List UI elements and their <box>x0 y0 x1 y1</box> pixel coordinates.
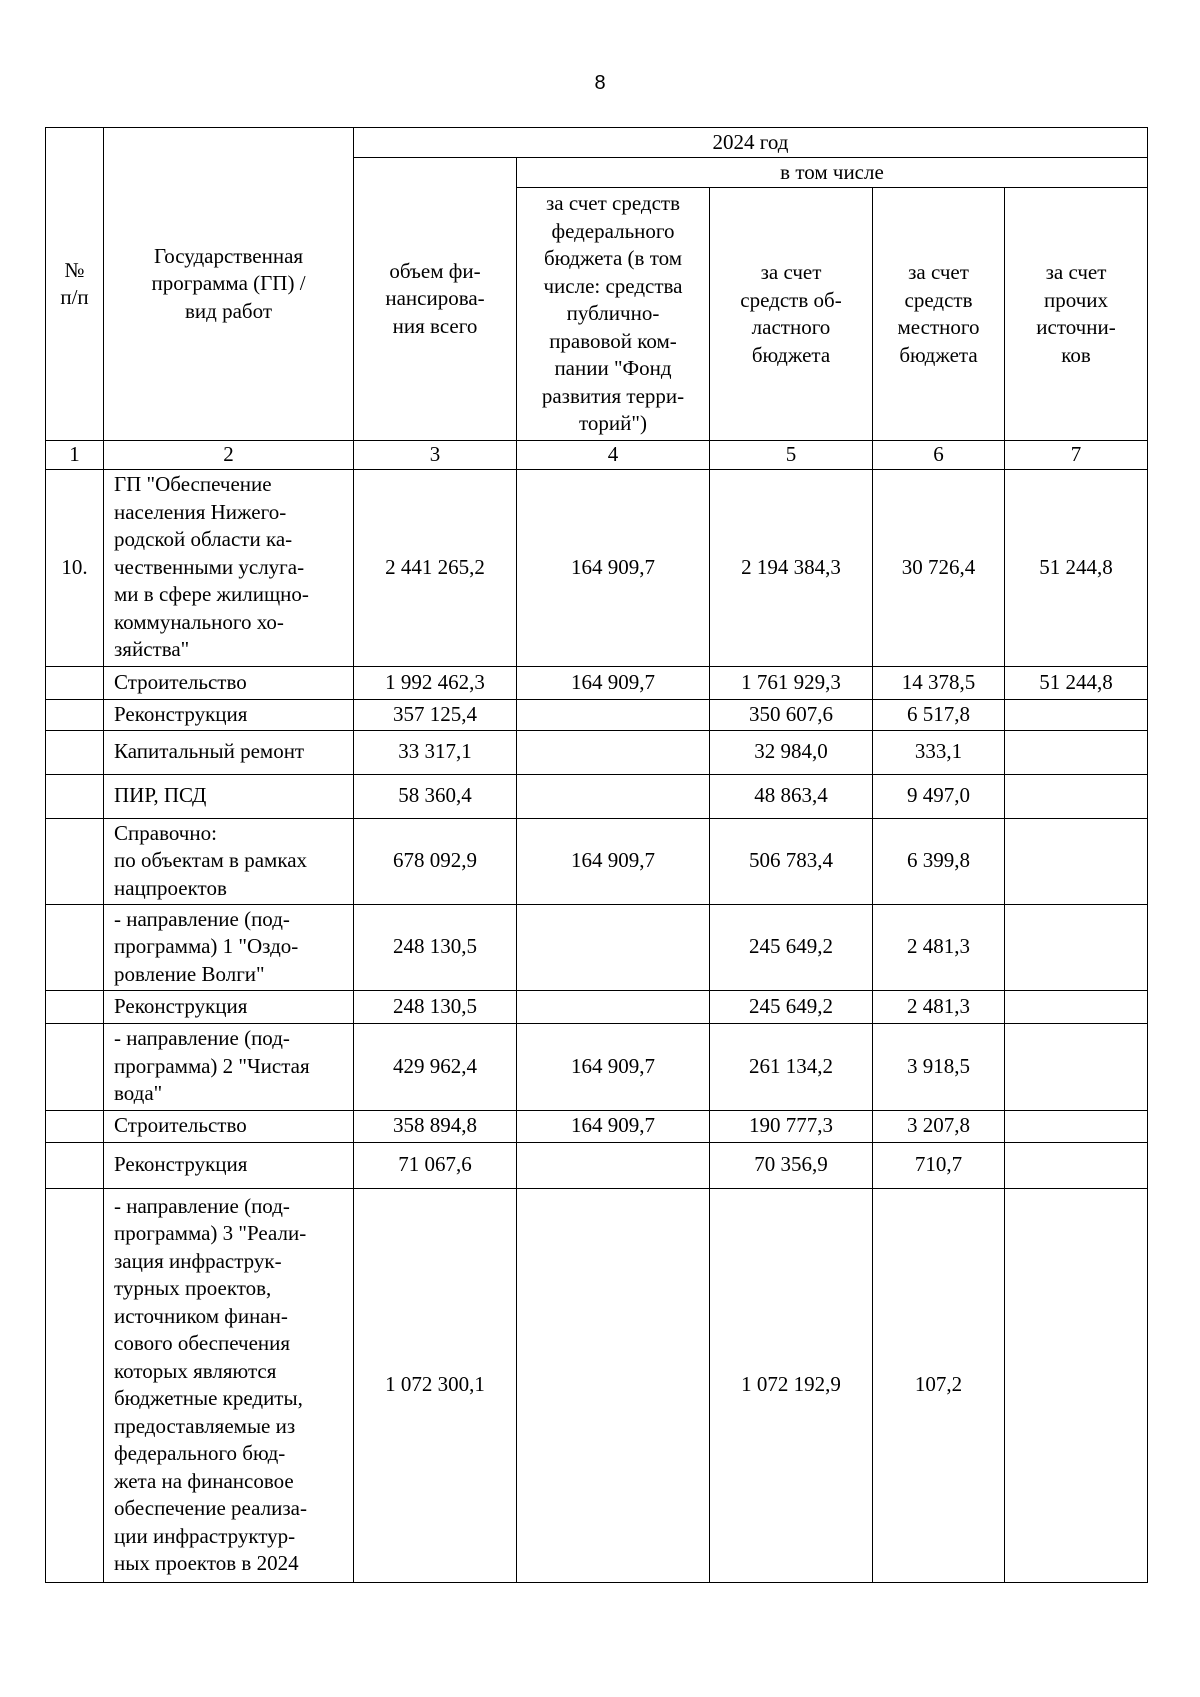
row-total: 1 072 300,1 <box>354 1188 517 1582</box>
row-total: 358 894,8 <box>354 1110 517 1142</box>
column-number: 1 <box>46 441 104 470</box>
row-regional: 190 777,3 <box>710 1110 873 1142</box>
row-regional: 245 649,2 <box>710 904 873 990</box>
table-row <box>46 469 1148 666</box>
row-number <box>46 699 104 730</box>
row-name: Реконструкция <box>104 699 354 730</box>
row-regional: 48 863,4 <box>710 774 873 818</box>
header-including: в том числе <box>517 158 1148 188</box>
row-name: Реконструкция <box>104 1142 354 1188</box>
row-federal: 164 909,7 <box>517 818 710 904</box>
row-number <box>46 1188 104 1582</box>
column-number: 6 <box>873 441 1005 470</box>
row-name: Справочно: по объектам в рамках нацпроектов <box>104 818 354 904</box>
row-total: 71 067,6 <box>354 1142 517 1188</box>
row-regional: 70 356,9 <box>710 1142 873 1188</box>
row-name: ПИР, ПСД <box>104 774 354 818</box>
row-number <box>46 818 104 904</box>
row-federal: 164 909,7 <box>517 1023 710 1110</box>
row-total: 33 317,1 <box>354 730 517 774</box>
header-col-total: объем фи- нансирова- ния всего <box>354 158 517 441</box>
table-row <box>46 1188 1148 1582</box>
row-federal: 164 909,7 <box>517 666 710 699</box>
financing-table <box>45 127 1148 1583</box>
row-regional: 261 134,2 <box>710 1023 873 1110</box>
row-federal <box>517 1142 710 1188</box>
header-col-regional: за счет средств об- ластного бюджета <box>710 188 873 441</box>
row-regional: 506 783,4 <box>710 818 873 904</box>
row-total: 1 992 462,3 <box>354 666 517 699</box>
row-regional: 350 607,6 <box>710 699 873 730</box>
header-col-program: Государственная программа (ГП) / вид работ <box>104 128 354 441</box>
row-regional: 1 761 929,3 <box>710 666 873 699</box>
row-number <box>46 730 104 774</box>
header-col-number: № п/п <box>46 128 104 441</box>
row-regional: 2 194 384,3 <box>710 469 873 666</box>
row-other <box>1005 818 1148 904</box>
row-number <box>46 1023 104 1110</box>
table-row <box>46 699 1148 730</box>
row-local: 14 378,5 <box>873 666 1005 699</box>
column-number: 2 <box>104 441 354 470</box>
row-other: 51 244,8 <box>1005 469 1148 666</box>
row-number <box>46 1110 104 1142</box>
column-number: 3 <box>354 441 517 470</box>
column-number: 4 <box>517 441 710 470</box>
row-other <box>1005 1023 1148 1110</box>
row-federal: 164 909,7 <box>517 469 710 666</box>
row-local: 2 481,3 <box>873 904 1005 990</box>
row-other <box>1005 699 1148 730</box>
row-name: - направление (под- программа) 3 "Реали- зация инфраструк- турных проектов, источником финан- сового обеспечения которых являются бюджетные кредиты, предоставляемые из федерального бюд- жета на финансовое обеспечение реализа- ции инфраструктур- ных проектов в 2024 <box>104 1188 354 1582</box>
row-federal <box>517 730 710 774</box>
row-other: 51 244,8 <box>1005 666 1148 699</box>
table-row <box>46 1110 1148 1142</box>
row-total: 357 125,4 <box>354 699 517 730</box>
row-name: - направление (под- программа) 1 "Оздо- ровление Волги" <box>104 904 354 990</box>
row-total: 429 962,4 <box>354 1023 517 1110</box>
row-local: 6 517,8 <box>873 699 1005 730</box>
row-number <box>46 904 104 990</box>
row-local: 9 497,0 <box>873 774 1005 818</box>
row-federal <box>517 774 710 818</box>
page-number: 8 <box>594 72 606 94</box>
row-name: Строительство <box>104 666 354 699</box>
table-row <box>46 818 1148 904</box>
row-regional: 32 984,0 <box>710 730 873 774</box>
row-number <box>46 666 104 699</box>
header-col-other: за счет прочих источни- ков <box>1005 188 1148 441</box>
row-federal <box>517 699 710 730</box>
row-federal: 164 909,7 <box>517 1110 710 1142</box>
row-federal <box>517 1188 710 1582</box>
row-other <box>1005 904 1148 990</box>
row-local: 3 207,8 <box>873 1110 1005 1142</box>
row-other <box>1005 1142 1148 1188</box>
row-other <box>1005 1110 1148 1142</box>
row-name: ГП "Обеспечение населения Нижего- родской области ка- чественными услуга- ми в сфере жилищно- коммунального хо- зяйства" <box>104 469 354 666</box>
row-other <box>1005 774 1148 818</box>
row-name: Строительство <box>104 1110 354 1142</box>
row-name: - направление (под- программа) 2 "Чистая вода" <box>104 1023 354 1110</box>
table-row <box>46 1023 1148 1110</box>
column-number: 7 <box>1005 441 1148 470</box>
row-local: 333,1 <box>873 730 1005 774</box>
row-other <box>1005 1188 1148 1582</box>
column-number: 5 <box>710 441 873 470</box>
row-local: 3 918,5 <box>873 1023 1005 1110</box>
row-total: 248 130,5 <box>354 990 517 1023</box>
header-col-federal: за счет средств федерального бюджета (в том числе: средства публично- правовой ком- пании "Фонд развития терри- торий") <box>517 188 710 441</box>
row-number <box>46 1142 104 1188</box>
table-row <box>46 990 1148 1023</box>
row-regional: 1 072 192,9 <box>710 1188 873 1582</box>
row-other <box>1005 990 1148 1023</box>
row-local: 2 481,3 <box>873 990 1005 1023</box>
row-local: 710,7 <box>873 1142 1005 1188</box>
table-row <box>46 904 1148 990</box>
table-row <box>46 1142 1148 1188</box>
table-row <box>46 730 1148 774</box>
table-row <box>46 666 1148 699</box>
row-federal <box>517 904 710 990</box>
row-total: 678 092,9 <box>354 818 517 904</box>
row-number <box>46 990 104 1023</box>
row-local: 107,2 <box>873 1188 1005 1582</box>
row-name: Капитальный ремонт <box>104 730 354 774</box>
row-other <box>1005 730 1148 774</box>
header-row-column-numbers <box>46 441 1148 470</box>
row-number: 10. <box>46 469 104 666</box>
row-local: 6 399,8 <box>873 818 1005 904</box>
header-row-year <box>46 128 1148 158</box>
row-number <box>46 774 104 818</box>
row-federal <box>517 990 710 1023</box>
table-row <box>46 774 1148 818</box>
header-year: 2024 год <box>354 128 1148 158</box>
header-col-local: за счет средств местного бюджета <box>873 188 1005 441</box>
row-name: Реконструкция <box>104 990 354 1023</box>
row-total: 2 441 265,2 <box>354 469 517 666</box>
row-regional: 245 649,2 <box>710 990 873 1023</box>
row-total: 248 130,5 <box>354 904 517 990</box>
row-total: 58 360,4 <box>354 774 517 818</box>
row-local: 30 726,4 <box>873 469 1005 666</box>
